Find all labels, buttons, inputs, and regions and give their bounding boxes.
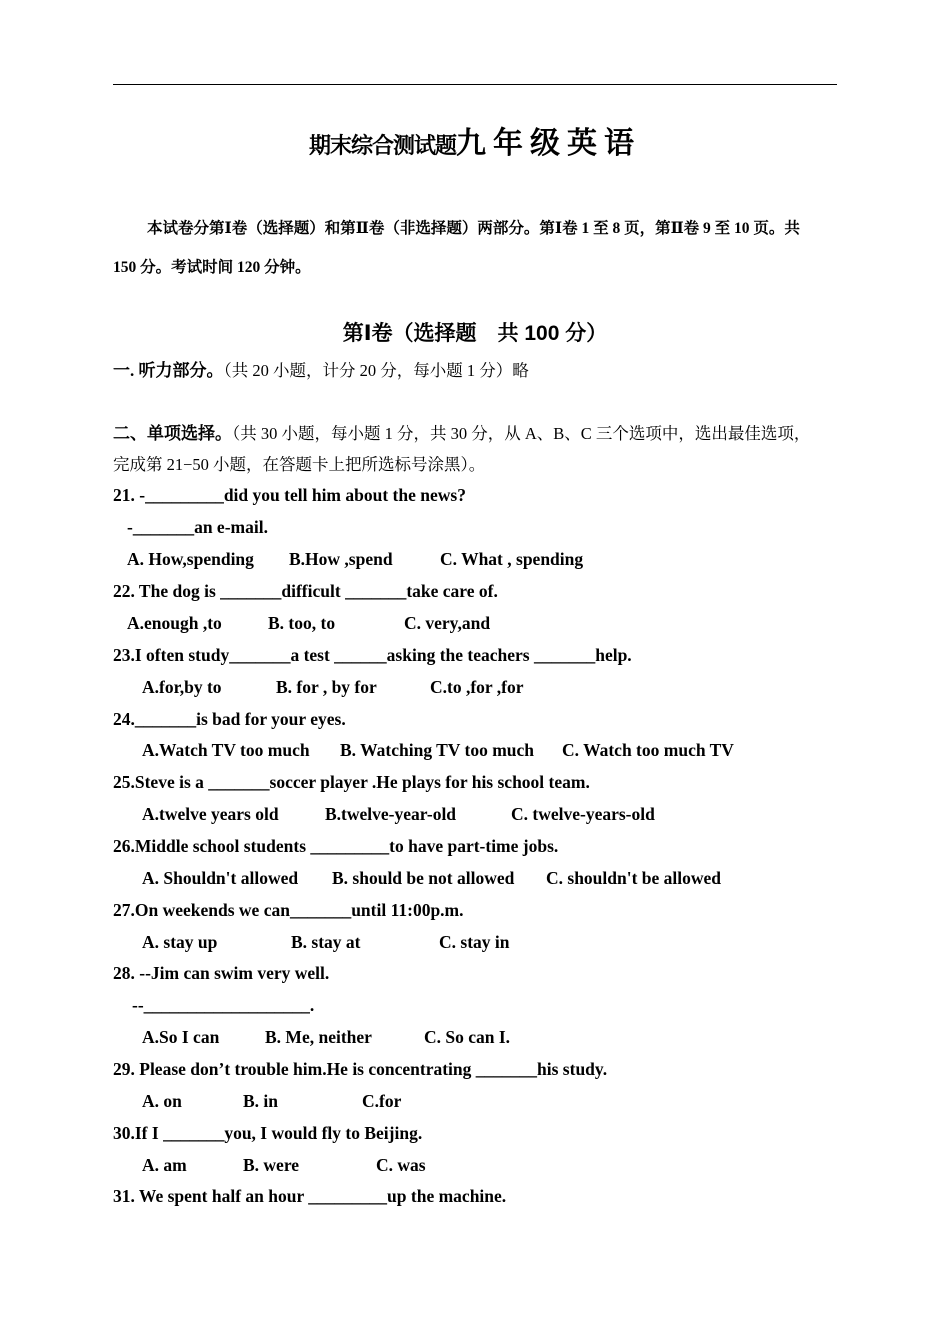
q23-option-a: A.for,by to — [142, 677, 222, 697]
q30-stem: 30.If I _______you, I would fly to Beijing. — [113, 1123, 423, 1143]
q27-stem: 27.On weekends we can_______until 11:00p.m. — [113, 900, 464, 920]
q22-option-b: B. too, to — [268, 613, 336, 633]
q26-option-c: C. shouldn't be allowed — [546, 868, 722, 888]
q29-option-c: C.for — [362, 1091, 402, 1111]
q28-reply: --___________________. — [132, 995, 315, 1015]
q28-option-b: B. Me, neither — [265, 1027, 372, 1047]
q26-stem: 26.Middle school students _________to have part-time jobs. — [113, 836, 559, 856]
q24-option-c: C. Watch too much TV — [562, 740, 734, 760]
q30-option-c: C. was — [376, 1155, 426, 1175]
page-title — [0, 118, 950, 162]
q21-stem: 21. -_________did you tell him about the news? — [113, 485, 466, 505]
q22-option-a: A.enough ,to — [127, 613, 222, 633]
q25-option-c: C. twelve-years-old — [511, 804, 655, 824]
q26-option-a: A. Shouldn't allowed — [142, 868, 299, 888]
q24-option-a: A.Watch TV too much — [142, 740, 310, 760]
q21-reply: -_______an e-mail. — [127, 517, 268, 537]
title-part1: 期末综合测试题 — [308, 133, 456, 158]
q29-option-a: A. on — [142, 1091, 182, 1111]
q30-option-b: B. were — [243, 1155, 300, 1175]
part2-label: 二、单项选择。 — [113, 424, 232, 443]
part1-label: 一. 听力部分。 — [113, 361, 224, 380]
q25-option-b: B.twelve-year-old — [325, 804, 457, 824]
q23-option-b: B. for , by for — [276, 677, 377, 697]
q23-option-c: C.to ,for ,for — [430, 677, 524, 697]
q28-option-c: C. So can I. — [424, 1027, 511, 1047]
q24-option-b: B. Watching TV too much — [340, 740, 535, 760]
q25-stem: 25.Steve is a _______soccer player .He plays for his school team. — [113, 772, 590, 792]
q26-option-b: B. should be not allowed — [332, 868, 515, 888]
section-title: 第Ⅰ卷（选择题 共 100 分） — [342, 322, 608, 345]
q28-option-a: A.So I can — [142, 1027, 220, 1047]
title-part2: 九年级英语 — [456, 127, 641, 160]
part2-heading — [113, 419, 810, 444]
q22-stem: 22. The dog is _______difficult _______take care of. — [113, 581, 498, 601]
q30-option-a: A. am — [142, 1155, 187, 1175]
part1-heading — [113, 356, 529, 381]
intro-line-1: 本试卷分第Ⅰ卷（选择题）和第Ⅱ卷（非选择题）两部分。第Ⅰ卷 1 至 8 页，第Ⅱ卷 9 至 10 页。共 — [147, 220, 800, 237]
part2-heading-cont — [113, 451, 485, 475]
part2-note-2: 完成第 21−50 小题，在答题卡上把所选标号涂黑）。 — [113, 455, 486, 474]
q29-option-b: B. in — [243, 1091, 279, 1111]
q21-option-a: A. How,spending — [127, 549, 254, 569]
q21-option-b: B.How ,spend — [289, 549, 393, 569]
q27-option-c: C. stay in — [439, 932, 510, 952]
q27-option-b: B. stay at — [291, 932, 361, 952]
q24-stem: 24._______is bad for your eyes. — [113, 709, 346, 729]
q25-option-a: A.twelve years old — [142, 804, 279, 824]
q28-stem: 28. --Jim can swim very well. — [113, 963, 330, 983]
q27-option-a: A. stay up — [142, 932, 218, 952]
part1-note: （共 20 小题，计分 20 分，每小题 1 分）略 — [223, 361, 529, 380]
q29-stem: 29. Please don’t trouble him.He is concentrating _______his study. — [113, 1059, 608, 1079]
intro-line-2: 150 分。考试时间 120 分钟。 — [113, 259, 311, 276]
part2-note-1: （共 30 小题，每小题 1 分，共 30 分，从 A、B、C 三个选项中，选出最佳选项， — [232, 424, 811, 443]
q31-stem: 31. We spent half an hour _________up the machine. — [113, 1186, 507, 1206]
header-rule — [113, 84, 837, 85]
q23-stem: 23.I often study_______a test ______asking the teachers _______help. — [113, 645, 632, 665]
q21-option-c: C. What , spending — [440, 549, 584, 569]
q22-option-c: C. very,and — [404, 613, 491, 633]
